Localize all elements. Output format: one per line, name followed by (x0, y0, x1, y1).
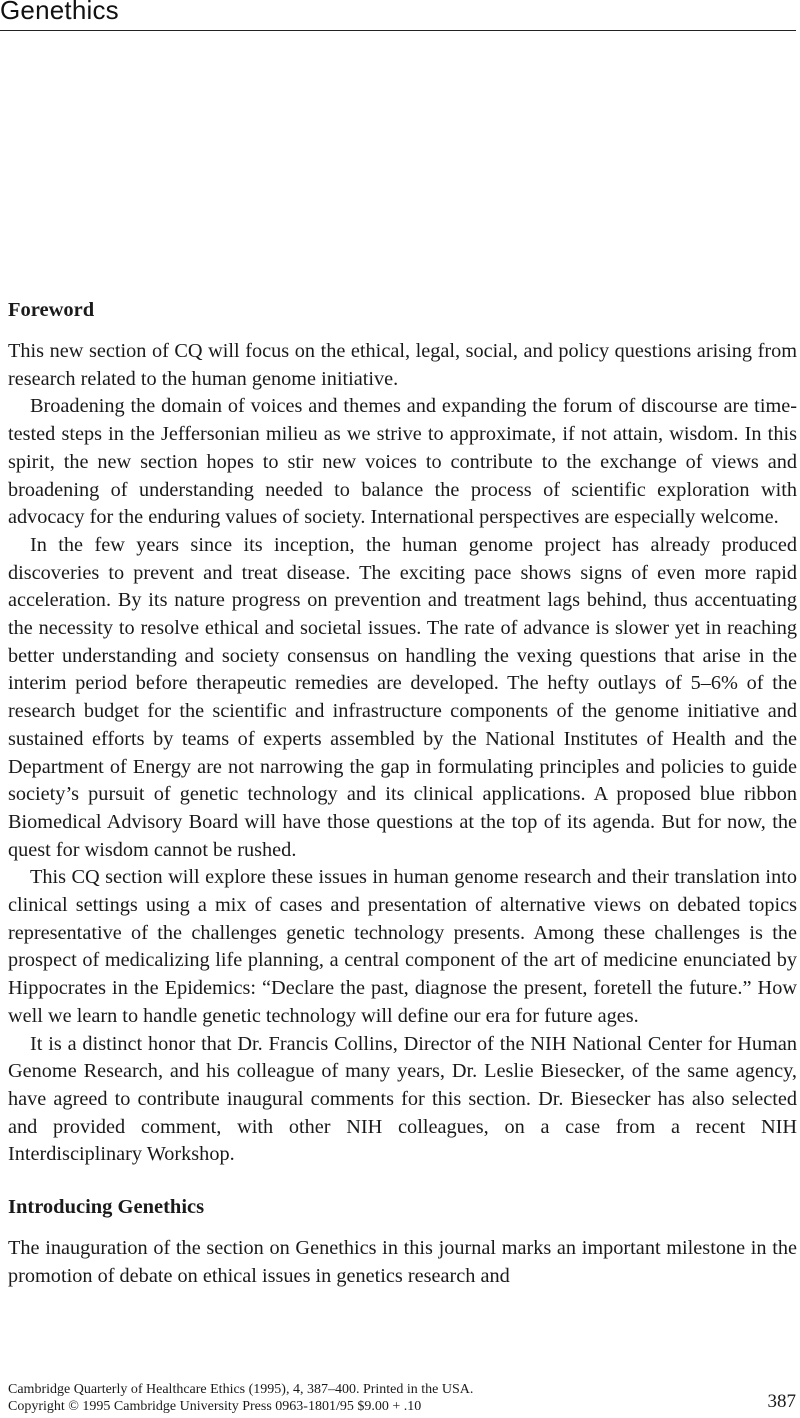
paragraph: The inauguration of the section on Genethics in this journal marks an important milestone in the promotion of debate on ethical issues in genetics research and (8, 1237, 797, 1287)
page-footer (8, 1381, 797, 1415)
paragraph: Broadening the domain of voices and themes and expanding the forum of discourse are time-tested steps in the Jeffersonian milieu as we strive to approximate, if not attain, wisdom. In this spirit, the new section hopes to stir new voices to contribute to the exchange of views and broadening of understanding needed to balance the process of scientific exploration with advocacy for the enduring values of society. International perspectives are especially welcome. (8, 395, 797, 529)
citation-line: Cambridge Quarterly of Healthcare Ethics (1995), 4, 387–400. Printed in the USA. (8, 1382, 474, 1397)
article-body (8, 296, 797, 1291)
copyright-line: Copyright © 1995 Cambridge University Press 0963-1801/95 $9.00 + .10 (8, 1399, 422, 1414)
paragraph: It is a distinct honor that Dr. Francis Collins, Director of the NIH National Center for Human Genome Research, and his colleague of many years, Dr. Leslie Biesecker, of the same agency, have agreed to contribute inaugural comments for this section. Dr. Biesecker has also selected and provided comment, with other NIH colleagues, on a case from a recent NIH Interdisciplinary Workshop. (8, 1032, 797, 1166)
header-rule (0, 30, 796, 31)
paragraph: This CQ section will explore these issues in human genome research and their translation into clinical settings using a mix of cases and presentation of alternative views on debated topics representative of the challenges genetic technology presents. Among these challenges is the prospect of medicalizing life planning, a central component of the art of medicine enunciated by Hippocrates in the Epidemics: “Declare the past, diagnose the present, foretell the future.” How well we learn to handle genetic technology will define our era for future ages. (8, 866, 797, 1027)
paragraph: This new section of CQ will focus on the ethical, legal, social, and policy questions arising from research related to the human genome initiative. (8, 340, 797, 390)
section-heading-introducing-genethics: Introducing Genethics (8, 1196, 205, 1219)
section-heading-foreword: Foreword (8, 299, 95, 321)
page-number: 387 (767, 1391, 796, 1412)
running-head: Genethics (0, 0, 119, 25)
paragraph: In the few years since its inception, the human genome project has already produced discoveries to prevent and treat disease. The exciting pace shows signs of even more rapid acceleration. By its nature progress on prevention and treatment lags behind, thus accentuating the necessity to resolve ethical and societal issues. The rate of advance is slower yet in reaching better understanding and society consensus on handling the vexing questions that arise in the interim period before therapeutic remedies are developed. The hefty outlays of 5–6% of the research budget for the scientific and infrastructure components of the genome initiative and sustained efforts by teams of experts assembled by the National Institutes of Health and the Department of Energy are not narrowing the gap in formulating principles and policies to guide society’s pursuit of genetic technology and its clinical applications. A proposed blue ribbon Biomedical Advisory Board will have those questions at the top of its agenda. But for now, the quest for wisdom cannot be rushed. (8, 533, 797, 861)
